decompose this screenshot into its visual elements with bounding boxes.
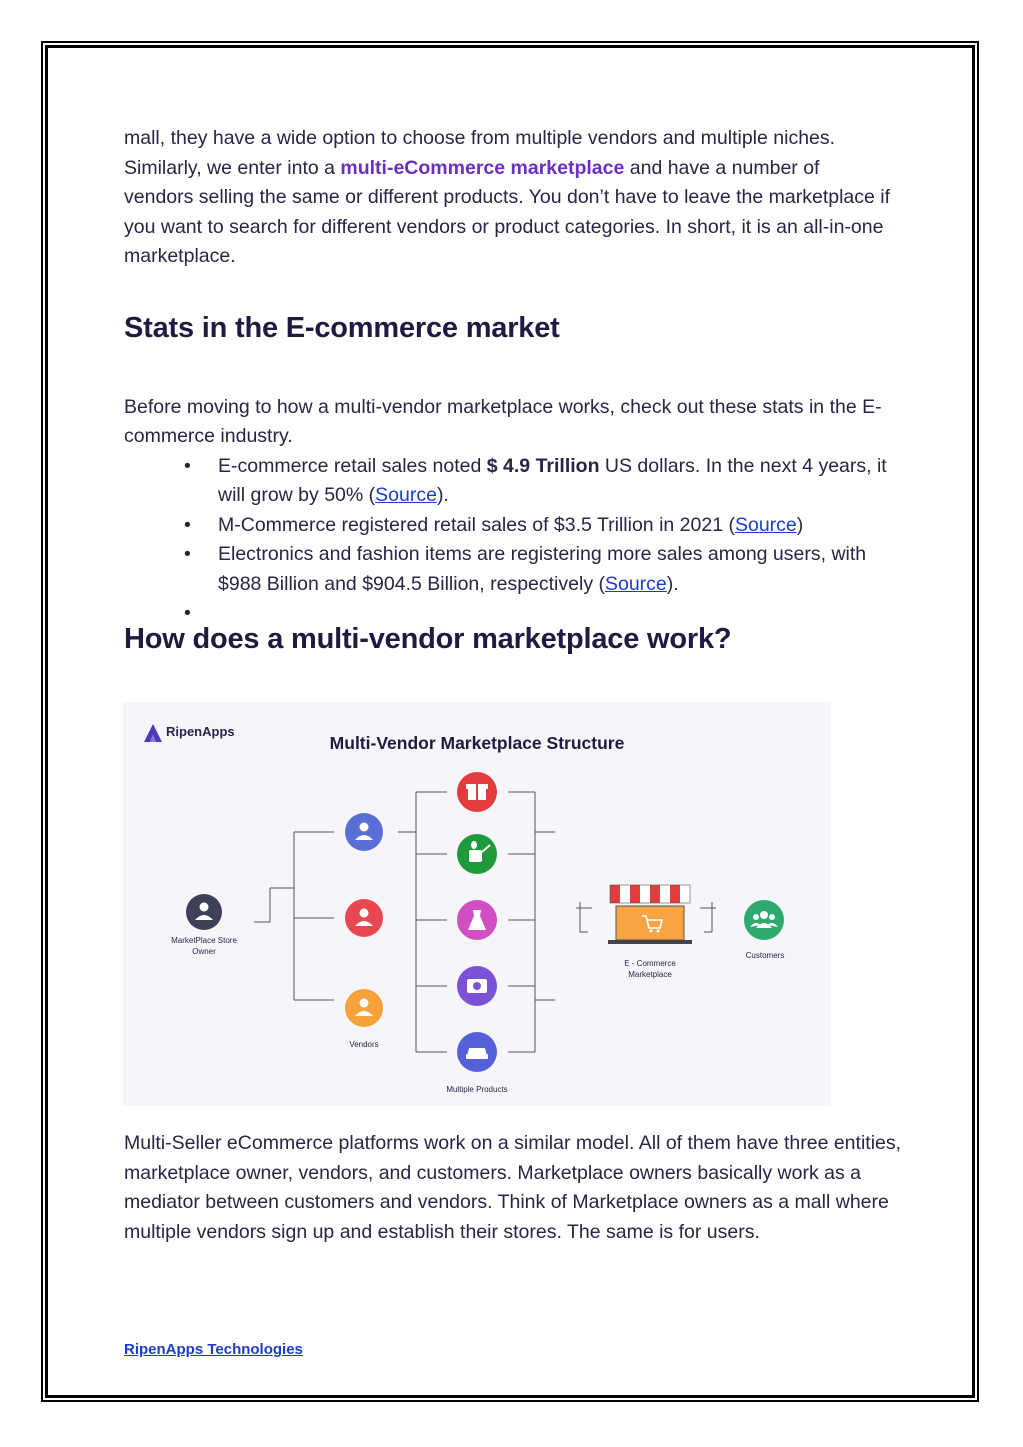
owner-label (152, 935, 256, 957)
diagram-title: Multi-Vendor Marketplace Structure (329, 733, 625, 753)
page-content (124, 124, 904, 656)
brand-name: RipenApps (166, 724, 235, 739)
intro-text-1: mall, they have a wide option to choose from multiple vendors and multiple niches. Similarly, we enter into a (124, 127, 836, 179)
dress-icon (457, 900, 497, 940)
storefront-icon (608, 885, 692, 944)
stat-bold: $ 4.9 Trillion (486, 454, 600, 477)
closing-block (124, 1129, 904, 1247)
marketplace-structure-diagram (122, 702, 831, 1106)
stat-text: ) (796, 513, 804, 536)
gift-icon (457, 772, 497, 812)
vendor-icon (345, 813, 383, 851)
owner-label-line2: Owner (192, 947, 216, 956)
owner-label-line1: MarketPlace Store (171, 936, 237, 945)
stat-item (124, 511, 910, 541)
intro-text-2: and have a number of vendors selling the same or different products. You don’t have to leave the marketplace if you want to search for different vendors or product categories. In short, it is an all-in-one marketplace. (124, 156, 891, 267)
products-label: Multiple Products (446, 1085, 508, 1094)
customers-label: Customers (745, 951, 785, 960)
owner-icon (186, 894, 222, 930)
how-heading: How does a multi-vendor marketplace work? (124, 622, 732, 655)
bullet: • (184, 454, 191, 477)
vendors-label: Vendors (349, 1040, 379, 1049)
source-link[interactable]: Source (734, 513, 797, 536)
stats-list (124, 452, 910, 629)
ripenapps-logo-icon (144, 724, 162, 742)
stat-text: ). (436, 484, 449, 506)
vendor-icon (345, 989, 383, 1027)
intro-paragraph (124, 124, 894, 272)
stat-item (124, 540, 910, 599)
intro-highlight: multi-eCommerce marketplace (340, 156, 625, 179)
stat-text: Electronics and fashion items are registering more sales among users, with $988 Billion and $904.5 Billion, respectively ( (218, 543, 867, 595)
stat-text: E-commerce retail sales noted (218, 454, 487, 477)
closing-paragraph: Multi-Seller eCommerce platforms work on a similar model. All of them have three entities, marketplace owner, vendors, and customers. Marketplace owners basically work as a mediator between customers and vendors. Think of Marketplace owners as a mall where multiple vendors sign up and establish their stores. The same is for users. (124, 1132, 902, 1243)
customers-icon (744, 900, 784, 940)
stat-text: M-Commerce registered retail sales of $3.5 Trillion in 2021 ( (218, 513, 735, 536)
source-link[interactable]: Source (604, 572, 667, 595)
stat-item-empty (124, 599, 910, 629)
camera-icon (457, 966, 497, 1006)
watering-can-icon (457, 834, 497, 874)
footer-link[interactable]: RipenApps Technologies (124, 1341, 303, 1358)
source-link[interactable]: Source (375, 484, 437, 506)
marketplace-label-line2: Marketplace (628, 970, 672, 979)
stats-intro: Before moving to how a multi-vendor marketplace works, check out these stats in the E-commerce industry. (124, 395, 882, 447)
stat-text: US dollars. In the next 4 years, it will grow by 50% ( (218, 454, 887, 506)
car-icon (457, 1032, 497, 1072)
bullet: • (184, 602, 191, 624)
stat-item (124, 452, 910, 511)
marketplace-label (600, 958, 700, 980)
vendor-icon (345, 899, 383, 937)
marketplace-label-line1: E - Commerce (624, 959, 676, 968)
diagram-svg (122, 702, 831, 1106)
stats-heading: Stats in the E-commerce market (124, 311, 560, 344)
bullet: • (184, 513, 191, 536)
stat-text: ). (666, 572, 679, 595)
bullet: • (184, 543, 191, 565)
